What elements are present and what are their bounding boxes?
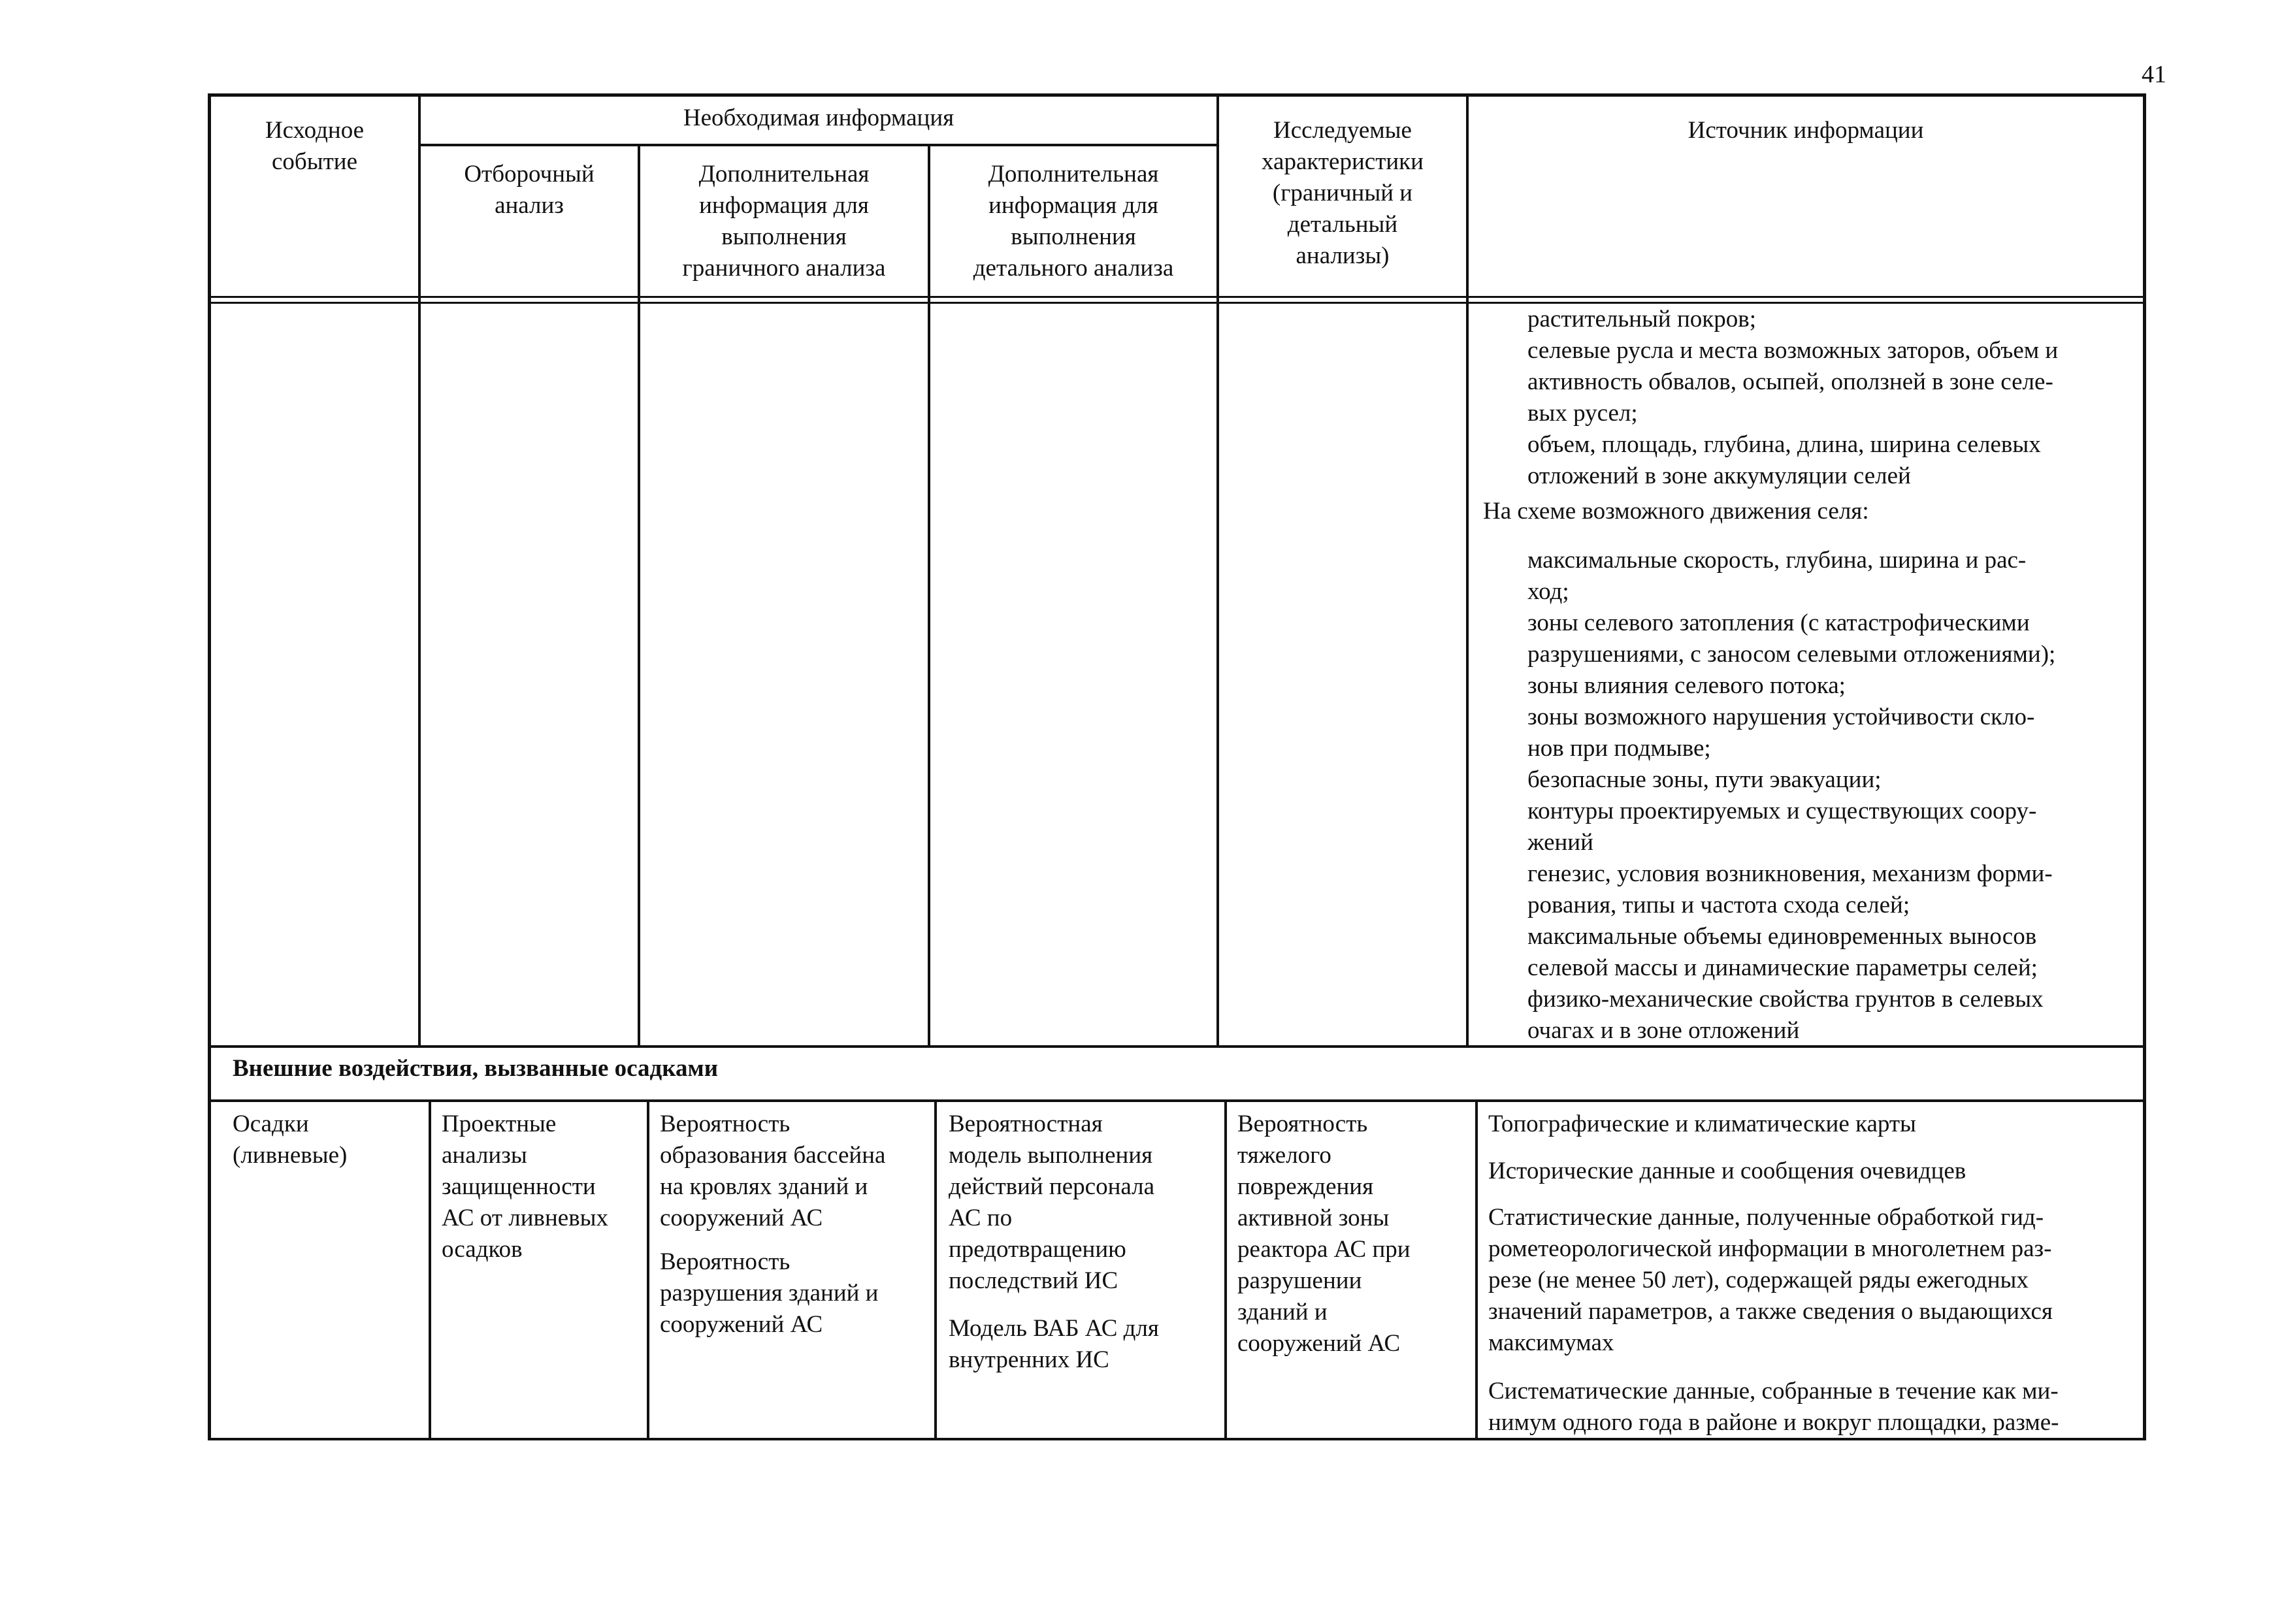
source-continued-part1: растительный покров; селевые русла и места возможных заторов, объем и активность обвалов, осыпей, оползней в зоне селе- вых русел; объем, площадь, глубина, длина, ширина селевых отложений в зоне аккумуляции селей [1527, 306, 2059, 489]
col-divider-1-top [418, 95, 421, 1047]
row-boundary-info-b: Вероятность разрушения зданий и сооружений АС [660, 1248, 879, 1338]
group-header-divider [418, 144, 1218, 146]
source-continued-part2: На схеме возможного движения селя: [1483, 498, 1869, 525]
table-border-top [208, 93, 2146, 97]
row-source-d: Систематические данные, собранные в течение как ми- нимум одного года в районе и вокруг площадки, разме- [1488, 1378, 2059, 1436]
header-required-info: Необходимая информация [683, 105, 954, 131]
row-detailed-info-b: Модель ВАБ АС для внутренних ИС [949, 1315, 1159, 1373]
row-source-b: Исторические данные и сообщения очевидцев [1488, 1158, 1966, 1184]
header-detailed-analysis: Дополнительная информация для выполнения детального анализа [973, 161, 1174, 282]
row-investigated-characteristics: Вероятность тяжелого повреждения активной зоны реактора АС при разрушении зданий и сооружений АС [1237, 1111, 1411, 1357]
row-initial-event: Осадки (ливневые) [233, 1111, 348, 1169]
section-title: Внешние воздействия, вызванные осадками [233, 1055, 719, 1082]
header-information-source: Источник информации [1688, 117, 1924, 144]
section-bottom-border [208, 1099, 2146, 1102]
page-number: 41 [2142, 61, 2166, 88]
row-source-a: Топографические и климатические карты [1488, 1111, 1916, 1137]
row-detailed-info-a: Вероятностная модель выполнения действий персонала АС по предотвращению последствий ИС [949, 1111, 1155, 1294]
header-divider-1 [208, 296, 2146, 298]
header-screening-analysis: Отборочный анализ [464, 161, 595, 219]
col-divider-2-bottom [647, 1101, 649, 1439]
col-divider-5-top [1466, 95, 1469, 1047]
col-divider-5-bottom [1475, 1101, 1478, 1439]
row-boundary-info-a: Вероятность образования бассейна на кровлях зданий и сооружений АС [660, 1111, 886, 1231]
row-source-c: Статистические данные, полученные обработкой гид- рометеорологической информации в многолетнем раз- резе (не менее 50 лет), содержащей ряды ежегодных значений параметров, а также сведения о выдающихся максимумах [1488, 1204, 2053, 1356]
source-continued-part3: максимальные скорость, глубина, ширина и рас- ход; зоны селевого затопления (с катастрофическими разрушениями, с заносом селевыми отложениями); зоны влияния селевого потока; зоны возможного нарушения устойчивости скло- нов при подмыве; безопасные зоны, пути эвакуации; контуры проектируемых и существующих соору- жений генезис, условия возникновения, механизм форми- рования, типы и частота схода селей; максимальные объемы единовременных выносов селевой массы и динамические параметры селей; физико-механические свойства грунтов в селевых очагах и в зоне отложений [1527, 547, 2056, 1044]
header-initial-event: Исходное событие [265, 117, 365, 175]
header-boundary-analysis: Дополнительная информация для выполнения граничного анализа [682, 161, 886, 282]
col-divider-3-bottom [934, 1101, 937, 1439]
header-investigated-characteristics: Исследуемые характеристики (граничный и детальный анализы) [1262, 117, 1424, 269]
col-divider-4-bottom [1224, 1101, 1227, 1439]
row-screening-analysis: Проектные анализы защищенности АС от ливневых осадков [442, 1111, 609, 1263]
col-divider-1-bottom [429, 1101, 431, 1439]
